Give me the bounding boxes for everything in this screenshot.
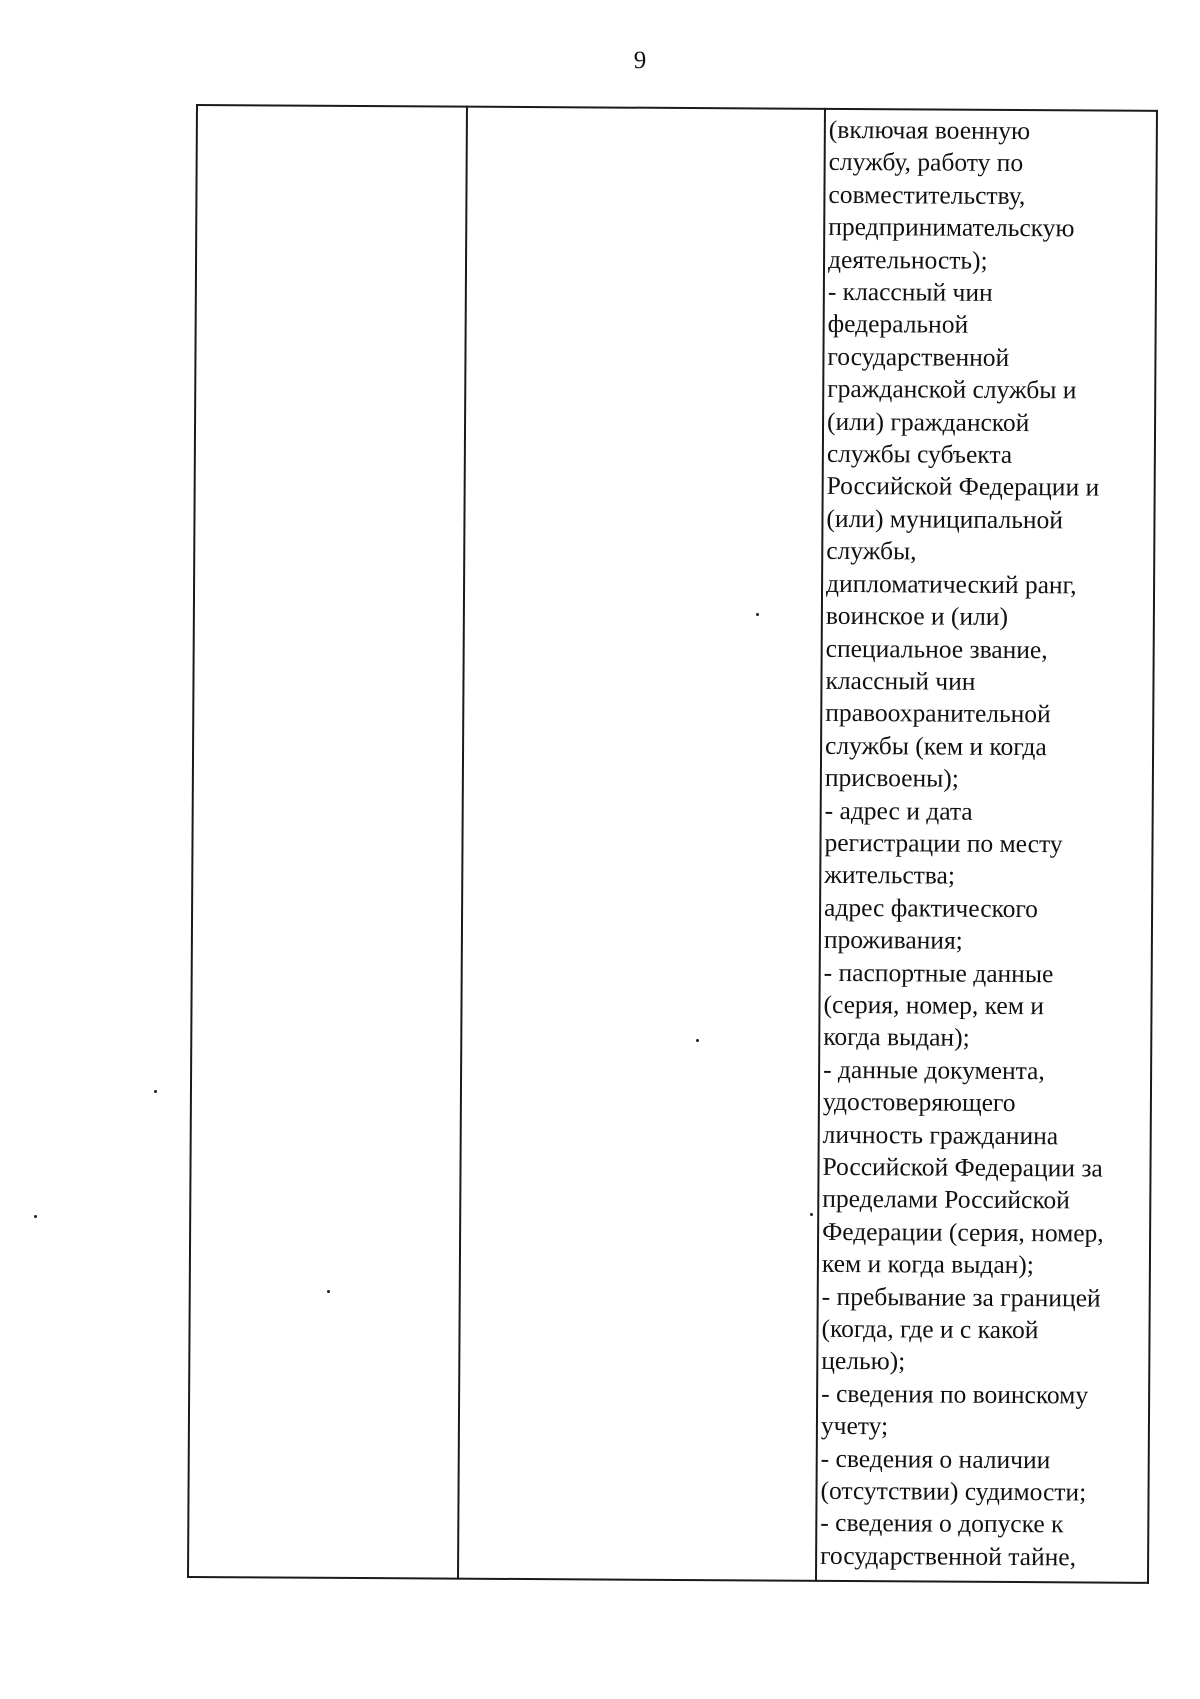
table-cell-line: присвоены);	[824, 762, 959, 793]
table-cell-line: удостоверяющего	[822, 1087, 1016, 1118]
table-cell-line: целью);	[821, 1346, 906, 1376]
scan-speck	[154, 1090, 157, 1093]
table-cell-column-1	[187, 104, 466, 1580]
table-cell-line: совместительству,	[828, 179, 1026, 210]
table-cell-line: - пребывание за границей	[821, 1281, 1101, 1313]
table-cell-line: проживания;	[823, 925, 963, 955]
table-cell-line: дипломатический ранг,	[825, 568, 1077, 600]
scan-speck	[327, 1290, 330, 1293]
scan-speck	[810, 1213, 813, 1216]
table-cell-line: - классный чин	[827, 276, 993, 307]
table-cell-line: - адрес и дата	[824, 795, 973, 826]
table-cell-line: (или) муниципальной	[826, 503, 1064, 535]
table-cell-line: - сведения о допуске к	[820, 1508, 1064, 1539]
table-cell-line: адрес фактического	[824, 892, 1039, 923]
table-cell-line: - паспортные данные	[823, 957, 1054, 988]
table-cell-line: (включая военную	[828, 114, 1031, 146]
table-cell-line: Российской Федерации за	[822, 1151, 1103, 1183]
table-cell-line: государственной	[827, 341, 1010, 372]
document-table	[187, 104, 1158, 1584]
table-cell-line: учету;	[820, 1411, 889, 1441]
table-cell-line: правоохранительной	[825, 698, 1051, 729]
table-cell-line: (отсутствии) судимости;	[820, 1475, 1087, 1507]
table-cell-line: предпринимательскую	[828, 212, 1075, 243]
table-cell-line: кем и когда выдан);	[821, 1249, 1035, 1280]
table-cell-line: личность гражданина	[822, 1119, 1059, 1150]
table-cell-line: гражданской службы и	[827, 374, 1077, 405]
table-cell-column-3	[817, 108, 1158, 1584]
table-cell-line: регистрации по месту	[824, 827, 1063, 859]
table-cell-line: государственной тайне,	[820, 1540, 1077, 1572]
page-number: 9	[633, 47, 647, 74]
table-cell-line: специальное звание,	[825, 633, 1048, 664]
table-cell-line: службы,	[826, 536, 917, 566]
scan-speck	[696, 1039, 699, 1042]
table-cell-line: пределами Российской	[822, 1184, 1070, 1215]
table-cell-line: федеральной	[827, 309, 969, 340]
table-cell-line: (серия, номер, кем и	[823, 989, 1045, 1021]
table-cell-line: деятельность);	[827, 244, 988, 275]
table-cell-line: Российской Федерации и	[826, 471, 1100, 502]
scan-speck	[756, 613, 759, 616]
table-cell-line: классный чин	[825, 665, 976, 696]
table-cell-line: - сведения о наличии	[820, 1443, 1051, 1474]
table-cell-line: службы субъекта	[826, 438, 1013, 470]
table-cell-line: - данные документа,	[823, 1054, 1045, 1085]
table-cell-line: Федерации (серия, номер,	[822, 1216, 1104, 1248]
table-cell-line: воинское и (или)	[825, 600, 1009, 632]
table-cell-line: (когда, где и с какой	[821, 1313, 1039, 1345]
table-cell-line: жительства;	[824, 860, 956, 890]
table-cell-line: (или) гражданской	[826, 406, 1030, 437]
table-cell-line: когда выдан);	[823, 1022, 970, 1053]
table-cell-line: службу, работу по	[828, 147, 1024, 178]
table-cell-line: - сведения по воинскому	[821, 1378, 1089, 1410]
scan-speck	[34, 1215, 37, 1218]
table-cell-column-2	[459, 106, 824, 1582]
table-cell-line: службы (кем и когда	[825, 730, 1047, 761]
